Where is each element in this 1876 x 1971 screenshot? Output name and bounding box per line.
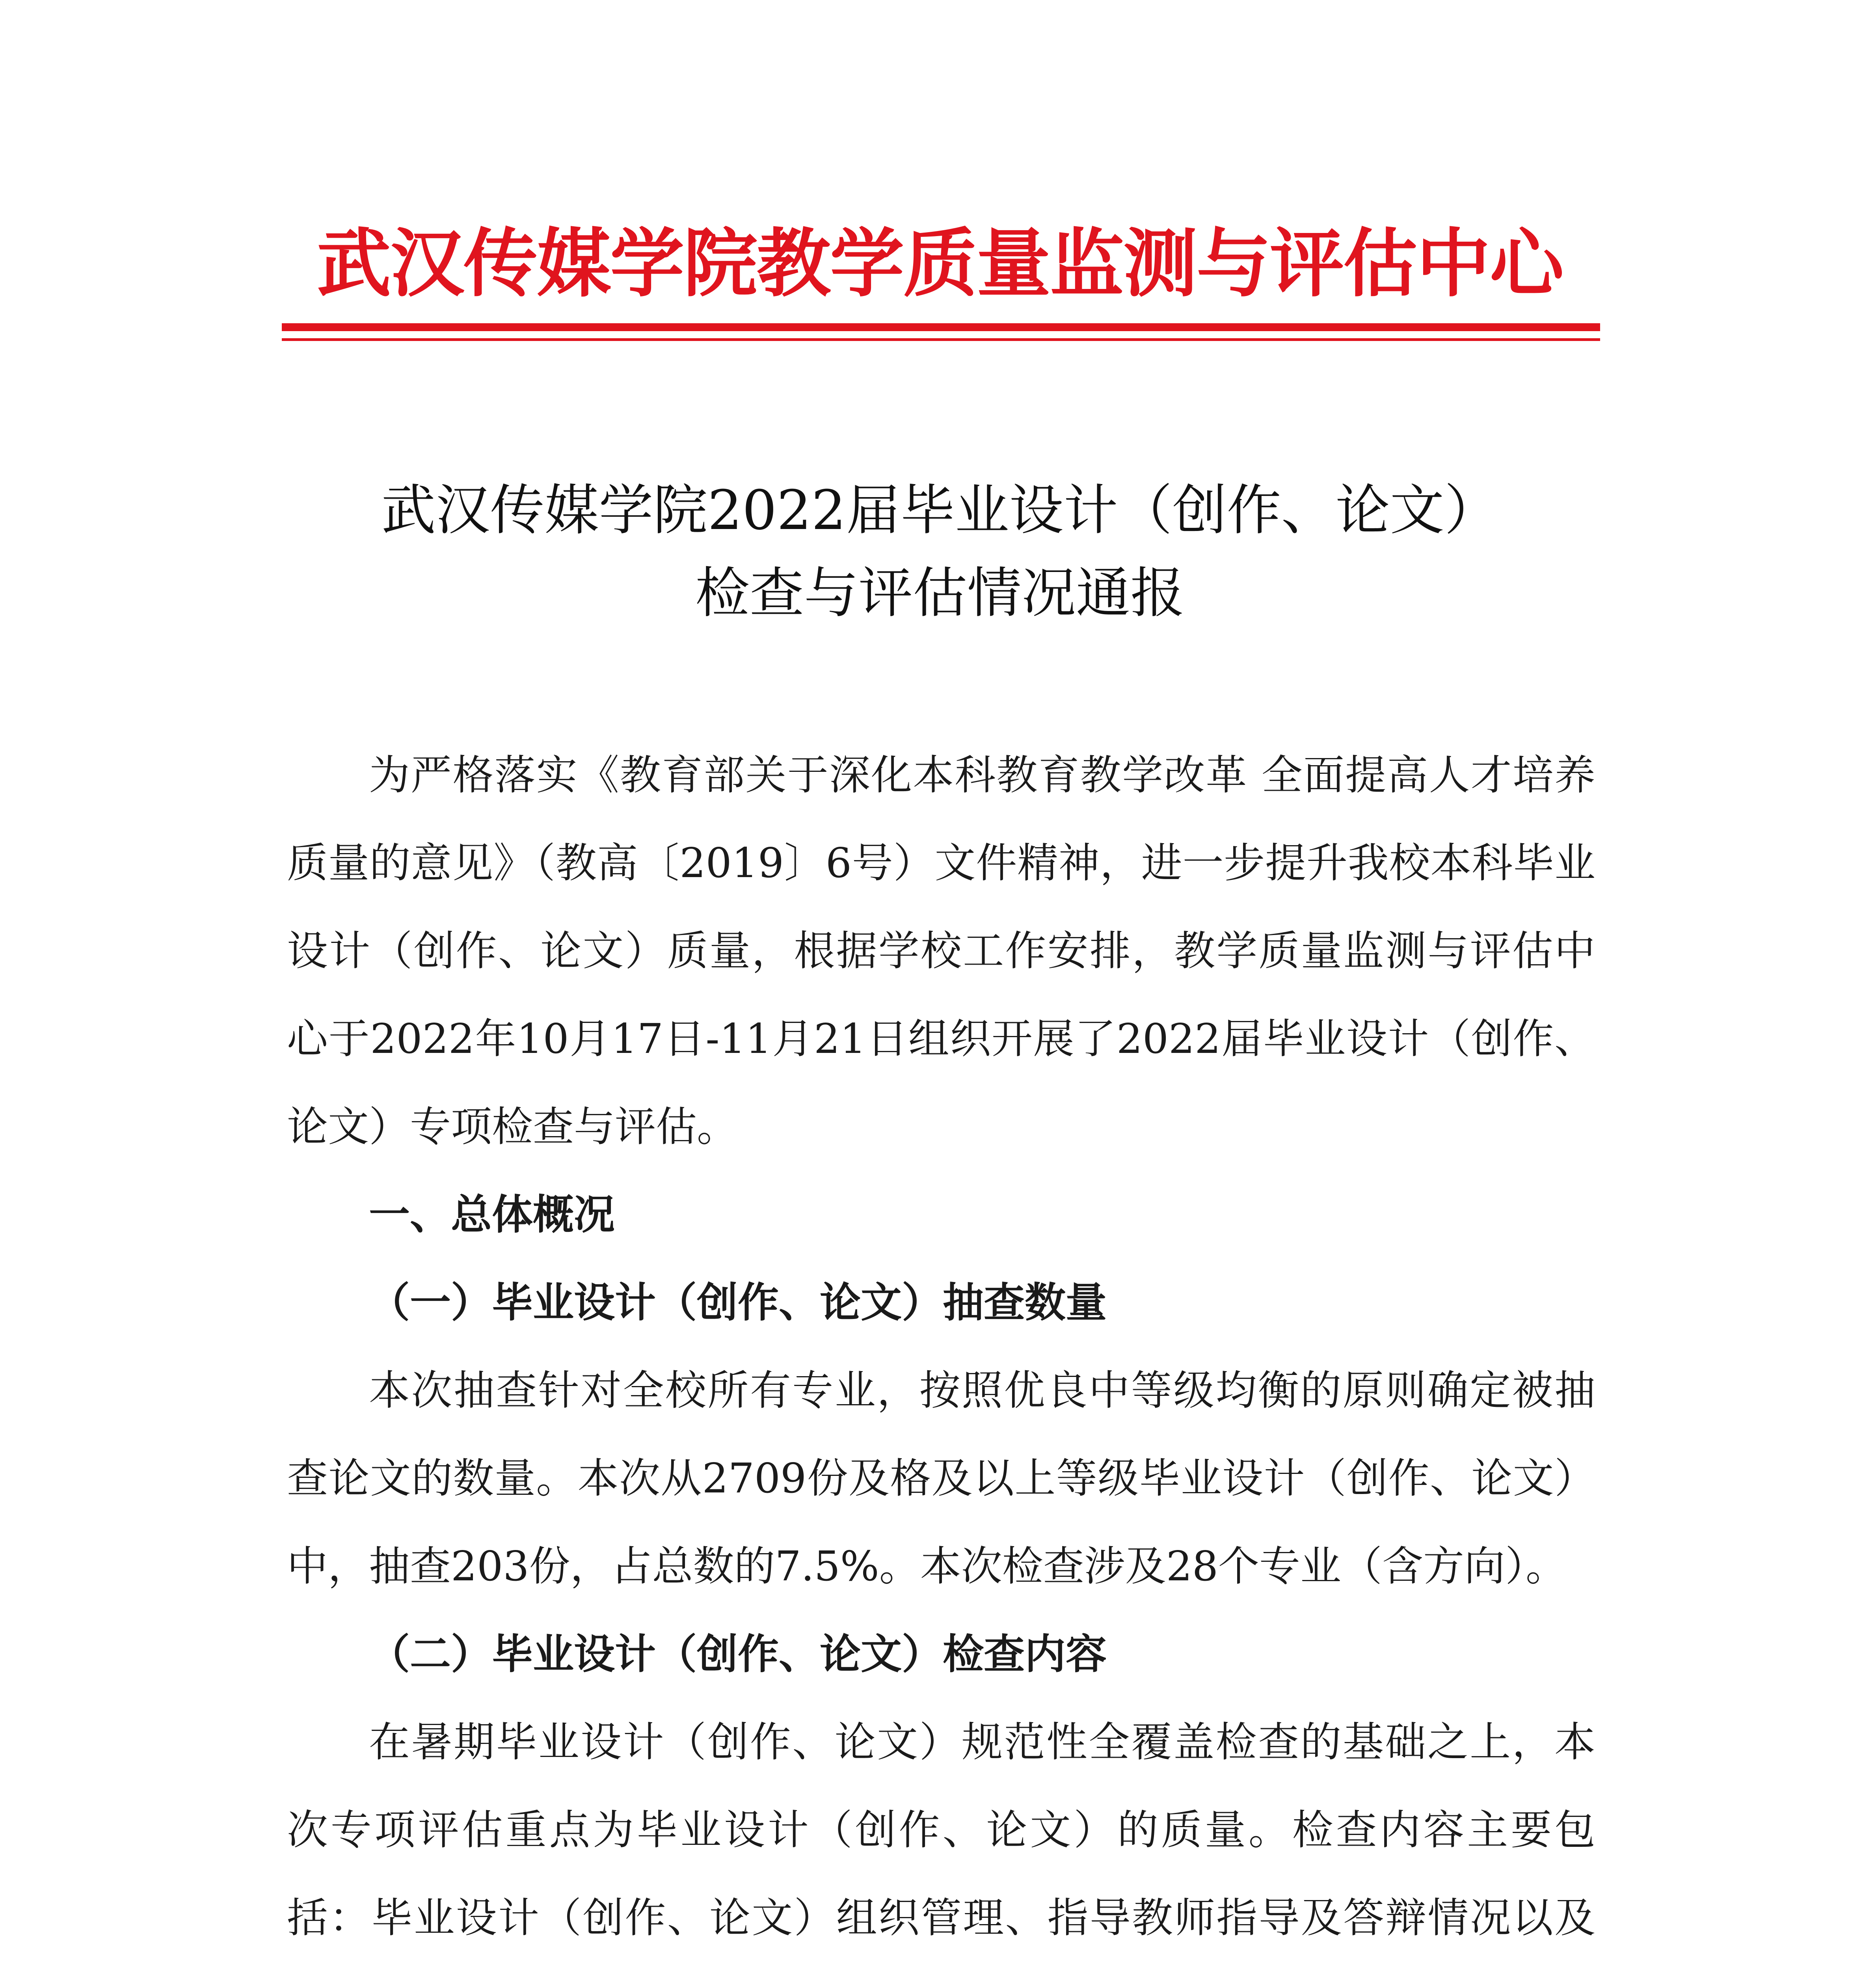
masthead-rule-thin <box>282 338 1600 341</box>
subheading-check-content: （二）毕业设计（创作、论文）检查内容 <box>369 1630 1107 1678</box>
section-heading-overview: 一、总体概况 <box>369 1190 615 1239</box>
document-body <box>287 731 1595 1971</box>
masthead-rule-thick <box>282 323 1600 331</box>
intro-paragraph: 为严格落实《教育部关于深化本科教育教学改革 全面提高人才培养质量的意见》（教高〔2019〕6号）文件精神，进一步提升我校本科毕业设计（创作、论文）质量，根据学校工作安排，教学质量监测与评估中心于2022年10月17日-11月21日组织开展了2022届毕业设计（创作、论文）专项检查与评估。 <box>287 751 1595 1151</box>
document-title-line2: 检查与评估情况通报 <box>695 561 1185 625</box>
masthead-title: 武汉传媒学院教学质量监测与评估中心 <box>317 221 1563 307</box>
paragraph-sample-size: 本次抽查针对全校所有专业，按照优良中等级均衡的原则确定被抽查论文的数量。本次从2709份及格及以上等级毕业设计（创作、论文）中，抽查203份，占总数的7.5%。本次检查涉及28个专业（含方向）。 <box>287 1366 1595 1590</box>
document-title-line1: 武汉传媒学院2022届毕业设计（创作、论文） <box>381 479 1499 542</box>
paragraph-check-content: 在暑期毕业设计（创作、论文）规范性全覆盖检查的基础之上，本次专项评估重点为毕业设计（创作、论文）的质量。检查内容主要包括：毕业设计（创作、论文）组织管理、指导教师指导及答辩情况以及 <box>287 1718 1595 1942</box>
subheading-sample-size: （一）毕业设计（创作、论文）抽查数量 <box>369 1278 1107 1326</box>
